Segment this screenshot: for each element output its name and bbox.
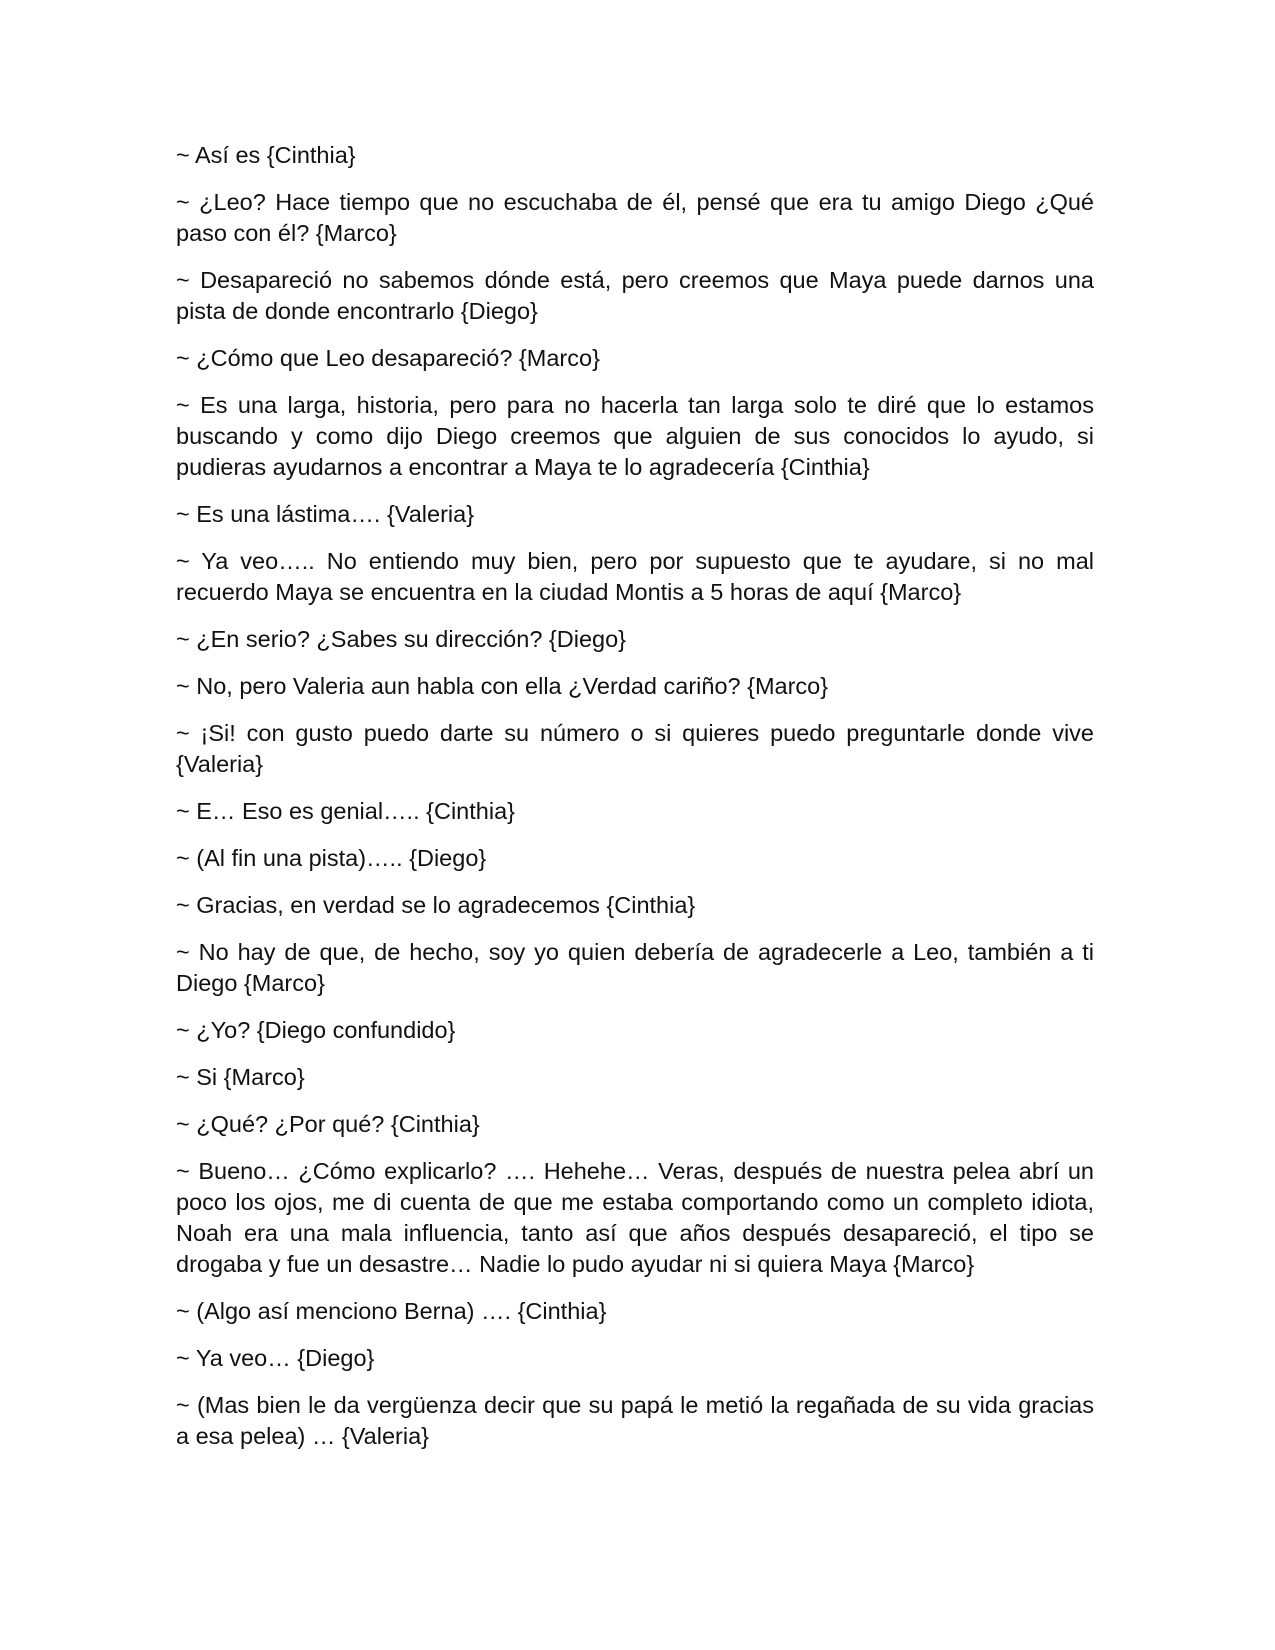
dialogue-line: ~ No hay de que, de hecho, soy yo quien debería de agradecerle a Leo, también a ti Diego {Marco} — [176, 939, 1094, 996]
dialogue-line: ~ Si {Marco} — [176, 1064, 305, 1090]
dialogue-line: ~ Ya veo… {Diego} — [176, 1345, 375, 1371]
dialogue-line: ~ ¿Cómo que Leo desapareció? {Marco} — [176, 345, 600, 371]
dialogue-line: ~ (Al fin una pista)….. {Diego} — [176, 845, 487, 871]
dialogue-line: ~ ¿Leo? Hace tiempo que no escuchaba de él, pensé que era tu amigo Diego ¿Qué paso con él? {Marco} — [176, 189, 1094, 246]
dialogue-line: ~ Bueno… ¿Cómo explicarlo? …. Hehehe… Veras, después de nuestra pelea abrí un poco los ojos, me di cuenta de que me estaba comportando como un completo idiota, Noah era una mala influencia, tanto así que años después desapareció, el tipo se drogaba y fue un desastre… Nadie lo pudo ayudar ni si quiera Maya {Marco} — [176, 1158, 1094, 1277]
dialogue-line: ~ Desapareció no sabemos dónde está, pero creemos que Maya puede darnos una pista de donde encontrarlo {Diego} — [176, 267, 1094, 324]
dialogue-line: ~ (Mas bien le da vergüenza decir que su papá le metió la regañada de su vida gracias a esa pelea) … {Valeria} — [176, 1392, 1094, 1449]
dialogue-line: ~ E… Eso es genial….. {Cinthia} — [176, 798, 515, 824]
dialogue-line: ~ Gracias, en verdad se lo agradecemos {Cinthia} — [176, 892, 696, 918]
dialogue-line: ~ ¡Si! con gusto puedo darte su número o si quieres puedo preguntarle donde vive {Valeria} — [176, 720, 1094, 777]
dialogue-line: ~ ¿Yo? {Diego confundido} — [176, 1017, 456, 1043]
dialogue-line: ~ Así es {Cinthia} — [176, 142, 356, 168]
dialogue-line: ~ (Algo así menciono Berna) …. {Cinthia} — [176, 1298, 607, 1324]
dialogue-line: ~ Es una larga, historia, pero para no hacerla tan larga solo te diré que lo estamos buscando y como dijo Diego creemos que alguien de sus conocidos lo ayudo, si pudieras ayudarnos a encontrar a Maya te lo agradecería {Cinthia} — [176, 392, 1094, 480]
dialogue-line: ~ ¿En serio? ¿Sabes su dirección? {Diego} — [176, 626, 627, 652]
dialogue-line: ~ Es una lástima…. {Valeria} — [176, 501, 475, 527]
dialogue-text — [176, 140, 1094, 1468]
dialogue-line: ~ Ya veo….. No entiendo muy bien, pero por supuesto que te ayudare, si no mal recuerdo Maya se encuentra en la ciudad Montis a 5 horas de aquí {Marco} — [176, 548, 1094, 605]
dialogue-line: ~ No, pero Valeria aun habla con ella ¿Verdad cariño? {Marco} — [176, 673, 829, 699]
dialogue-line: ~ ¿Qué? ¿Por qué? {Cinthia} — [176, 1111, 480, 1137]
